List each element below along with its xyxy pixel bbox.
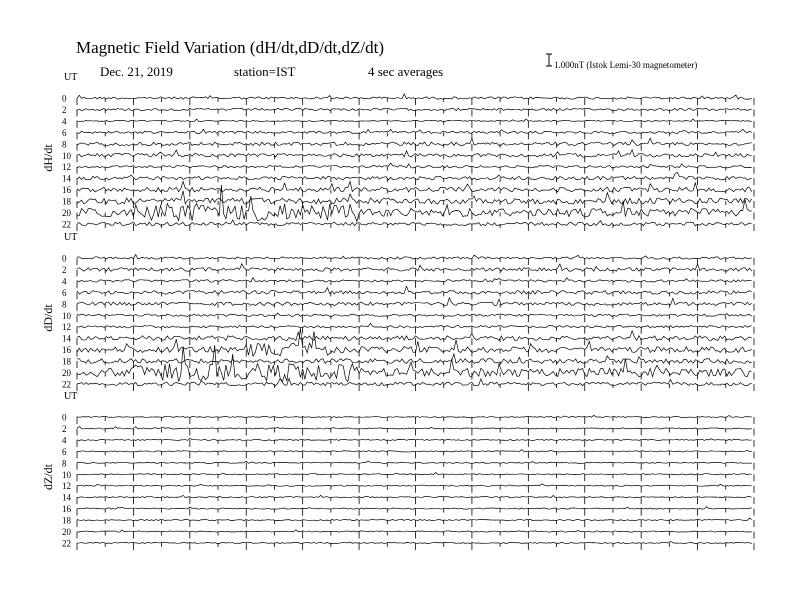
- row-label: 8: [62, 458, 67, 469]
- data-trace: [77, 541, 752, 543]
- component-label: dD/dt: [41, 304, 55, 332]
- row-label: 22: [62, 219, 71, 230]
- row-label: 18: [62, 196, 71, 207]
- row-label: 12: [62, 481, 71, 492]
- row-label: 10: [62, 310, 71, 321]
- data-trace: [77, 313, 752, 316]
- ut-label: UT: [64, 391, 78, 402]
- row-label: 0: [62, 93, 67, 104]
- date-label: Dec. 21, 2019: [100, 64, 173, 79]
- data-trace: [77, 438, 752, 440]
- row-label: 16: [62, 345, 71, 356]
- row-label: 8: [62, 139, 67, 150]
- row-label: 20: [62, 527, 71, 537]
- data-trace: [77, 461, 752, 463]
- component-label: dH/dt: [41, 144, 55, 172]
- data-trace: [77, 150, 752, 157]
- row-label: 22: [62, 538, 71, 549]
- averaging-label: 4 sec averages: [368, 64, 444, 79]
- row-label: 0: [62, 253, 67, 264]
- data-trace: [77, 530, 752, 532]
- scale-bar-label: 1.000nT (Istok Lemi-30 magnetometer): [554, 60, 698, 70]
- data-trace: [77, 331, 752, 341]
- data-trace: [77, 191, 752, 204]
- data-trace: [77, 354, 752, 364]
- row-label: 10: [62, 150, 71, 161]
- data-trace: [77, 119, 752, 122]
- row-label: 16: [62, 504, 71, 515]
- row-label: 2: [62, 104, 67, 115]
- row-label: 16: [62, 185, 71, 196]
- row-label: 14: [62, 173, 71, 184]
- data-trace: [77, 220, 752, 226]
- chart-title: Magnetic Field Variation (dH/dt,dD/dt,dZ/dt): [76, 38, 385, 57]
- scale-bar: [546, 54, 552, 66]
- row-label: 0: [62, 412, 67, 423]
- data-trace: [77, 484, 752, 486]
- row-label: 20: [62, 208, 71, 218]
- row-label: 18: [62, 515, 71, 526]
- data-trace: [77, 427, 752, 429]
- data-trace: [77, 181, 752, 192]
- data-trace: [77, 507, 752, 510]
- data-trace: [77, 108, 752, 110]
- data-trace: [77, 163, 752, 168]
- data-trace: [77, 323, 752, 328]
- data-trace: [77, 94, 752, 99]
- row-label: 12: [62, 322, 71, 333]
- row-label: 4: [62, 435, 67, 446]
- component-label: dZ/dt: [41, 464, 55, 490]
- data-trace: [77, 298, 752, 306]
- row-label: 8: [62, 299, 67, 310]
- row-label: 2: [62, 423, 67, 434]
- data-trace: [77, 278, 752, 282]
- data-trace: [77, 264, 752, 271]
- row-label: 18: [62, 356, 71, 367]
- data-trace: [77, 286, 752, 294]
- row-label: 12: [62, 162, 71, 173]
- row-label: 2: [62, 264, 67, 275]
- row-label: 6: [62, 287, 67, 298]
- row-label: 14: [62, 333, 71, 344]
- data-trace: [77, 415, 752, 417]
- data-trace: [77, 138, 752, 145]
- data-trace: [77, 450, 752, 452]
- row-label: 6: [62, 127, 67, 138]
- row-label: 4: [62, 276, 67, 287]
- data-trace: [77, 495, 752, 497]
- row-label: 14: [62, 492, 71, 503]
- row-label: 4: [62, 116, 67, 127]
- data-trace: [77, 129, 752, 133]
- ut-label: UT: [64, 232, 78, 243]
- row-label: 6: [62, 446, 67, 457]
- data-trace: [77, 328, 752, 356]
- data-trace: [77, 172, 752, 180]
- row-label: 22: [62, 379, 71, 390]
- row-label: 20: [62, 368, 71, 378]
- row-label: 10: [62, 469, 71, 480]
- data-trace: [77, 473, 752, 475]
- data-trace: [77, 518, 752, 521]
- ut-label: UT: [64, 72, 78, 83]
- station-label: station=IST: [234, 64, 296, 79]
- data-trace: [77, 255, 752, 260]
